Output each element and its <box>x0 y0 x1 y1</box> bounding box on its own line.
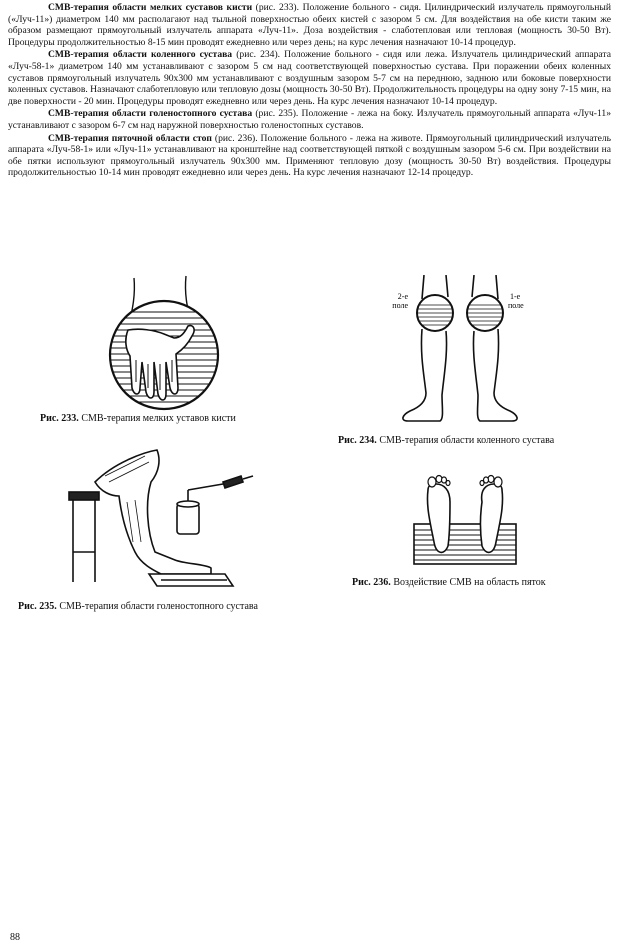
paragraph-heel <box>8 133 611 179</box>
field-1-label-line2: поле <box>508 301 524 310</box>
paragraph-title: СМВ-терапия области коленного сустава <box>48 49 233 61</box>
figure-236-caption <box>352 577 546 589</box>
paragraph-body: (рис. 236). Положение больного - лежа на животе. Прямоугольный цилиндрический излучатель аппарата «Луч-58-1» или «Луч-11» устанавливают на кронштейне над соответствующей пяткой с воздушным зазором 5-6 см. При воздействии на обе пятки используют прямоугольный излучатель 90x300 мм. Применяют тепловую дозу (мощность 30-50 Вт) воздействия. Процедуры продолжительностью 10-14 мин проводят ежедневно или через день. На курс лечения назначают 12-14 процедур. <box>8 132 611 179</box>
paragraph-knee <box>8 49 611 107</box>
field-2-label-line2: поле <box>392 301 408 310</box>
field-1-label: 1-е <box>510 292 521 301</box>
figure-233-illustration <box>100 270 230 415</box>
figure-234-caption <box>338 435 554 447</box>
page-number: 88 <box>10 932 20 943</box>
field-2-label: 2-е <box>397 292 408 301</box>
figure-235-illustration <box>65 442 255 592</box>
figure-234-illustration <box>380 275 540 430</box>
paragraph-title: СМВ-терапия пяточной области стоп <box>48 132 212 144</box>
paragraph-ankle <box>8 108 611 131</box>
paragraph-title: СМВ-терапия области мелких суставов кисти <box>48 2 253 13</box>
figure-236-label: Рис. 236. <box>352 577 391 588</box>
figure-233-caption <box>40 413 236 425</box>
figure-233-label: Рис. 233. <box>40 413 79 424</box>
figure-234-label: Рис. 234. <box>338 435 377 446</box>
paragraph-title: СМВ-терапия области голеностопного сустава <box>48 108 253 120</box>
paragraph-body: (рис. 235). Положение - лежа на боку. Излучатель прямоугольный аппарата «Луч-11» устанавливают с зазором 6-7 см над наружной поверхностью голеностопных суставов. <box>8 108 611 131</box>
figure-235-text: СМВ-терапия области голеностопного сустава <box>56 601 258 612</box>
figure-235-caption <box>18 601 258 613</box>
figure-233-text: СМВ-терапия мелких уставов кисти <box>78 413 236 424</box>
figure-235-label: Рис. 235. <box>18 601 57 612</box>
figure-234-text: СМВ-терапия области коленного сустава <box>376 435 555 446</box>
paragraph-body: (рис. 234). Положение больного - сидя или лежа. Излучатель цилиндрический аппарата «Луч-58-1» диаметром 140 мм устанавливают с зазором 5 см над соответствующей поверхностью сустава. При поражении обеих коленных суставов прямоугольный излучатель 90x300 мм устанавливают с воздушным зазором 5-7 см на переднюю, заднюю или боковые поверхности коленных суставов. Назначают слаботепловую или тепловую дозы (мощность 30-50 Вт). Продолжительность процедуры на одну зону 7-15 мин, на две поверхности - 20 мин. Процедуры проводят ежедневно или через день. На курс лечения назначают 10-14 процедур. <box>8 49 611 107</box>
figure-236-text: Воздействие СМВ на область пяток <box>390 577 546 588</box>
paragraph-body: (рис. 233). Положение больного - сидя. Цилиндрический излучатель прямоугольный («Луч-11») диаметром 140 мм располагают над тыльной поверхностью обеих кистей с зазором 5 см. Для воздействия на обе кисти таким же образом размещают прямоугольный излучатель аппарата «Луч-11». Доза воздействия - слаботепловая или тепловая (мощность 30-50 Вт). Процедуры продолжительностью 8-15 мин проводят ежедневно или через день; на курс лечения назначают 10-14 процедур. <box>8 2 611 48</box>
paragraph-hand <box>8 2 611 48</box>
body-text <box>8 2 611 180</box>
figure-236-illustration <box>410 472 520 572</box>
